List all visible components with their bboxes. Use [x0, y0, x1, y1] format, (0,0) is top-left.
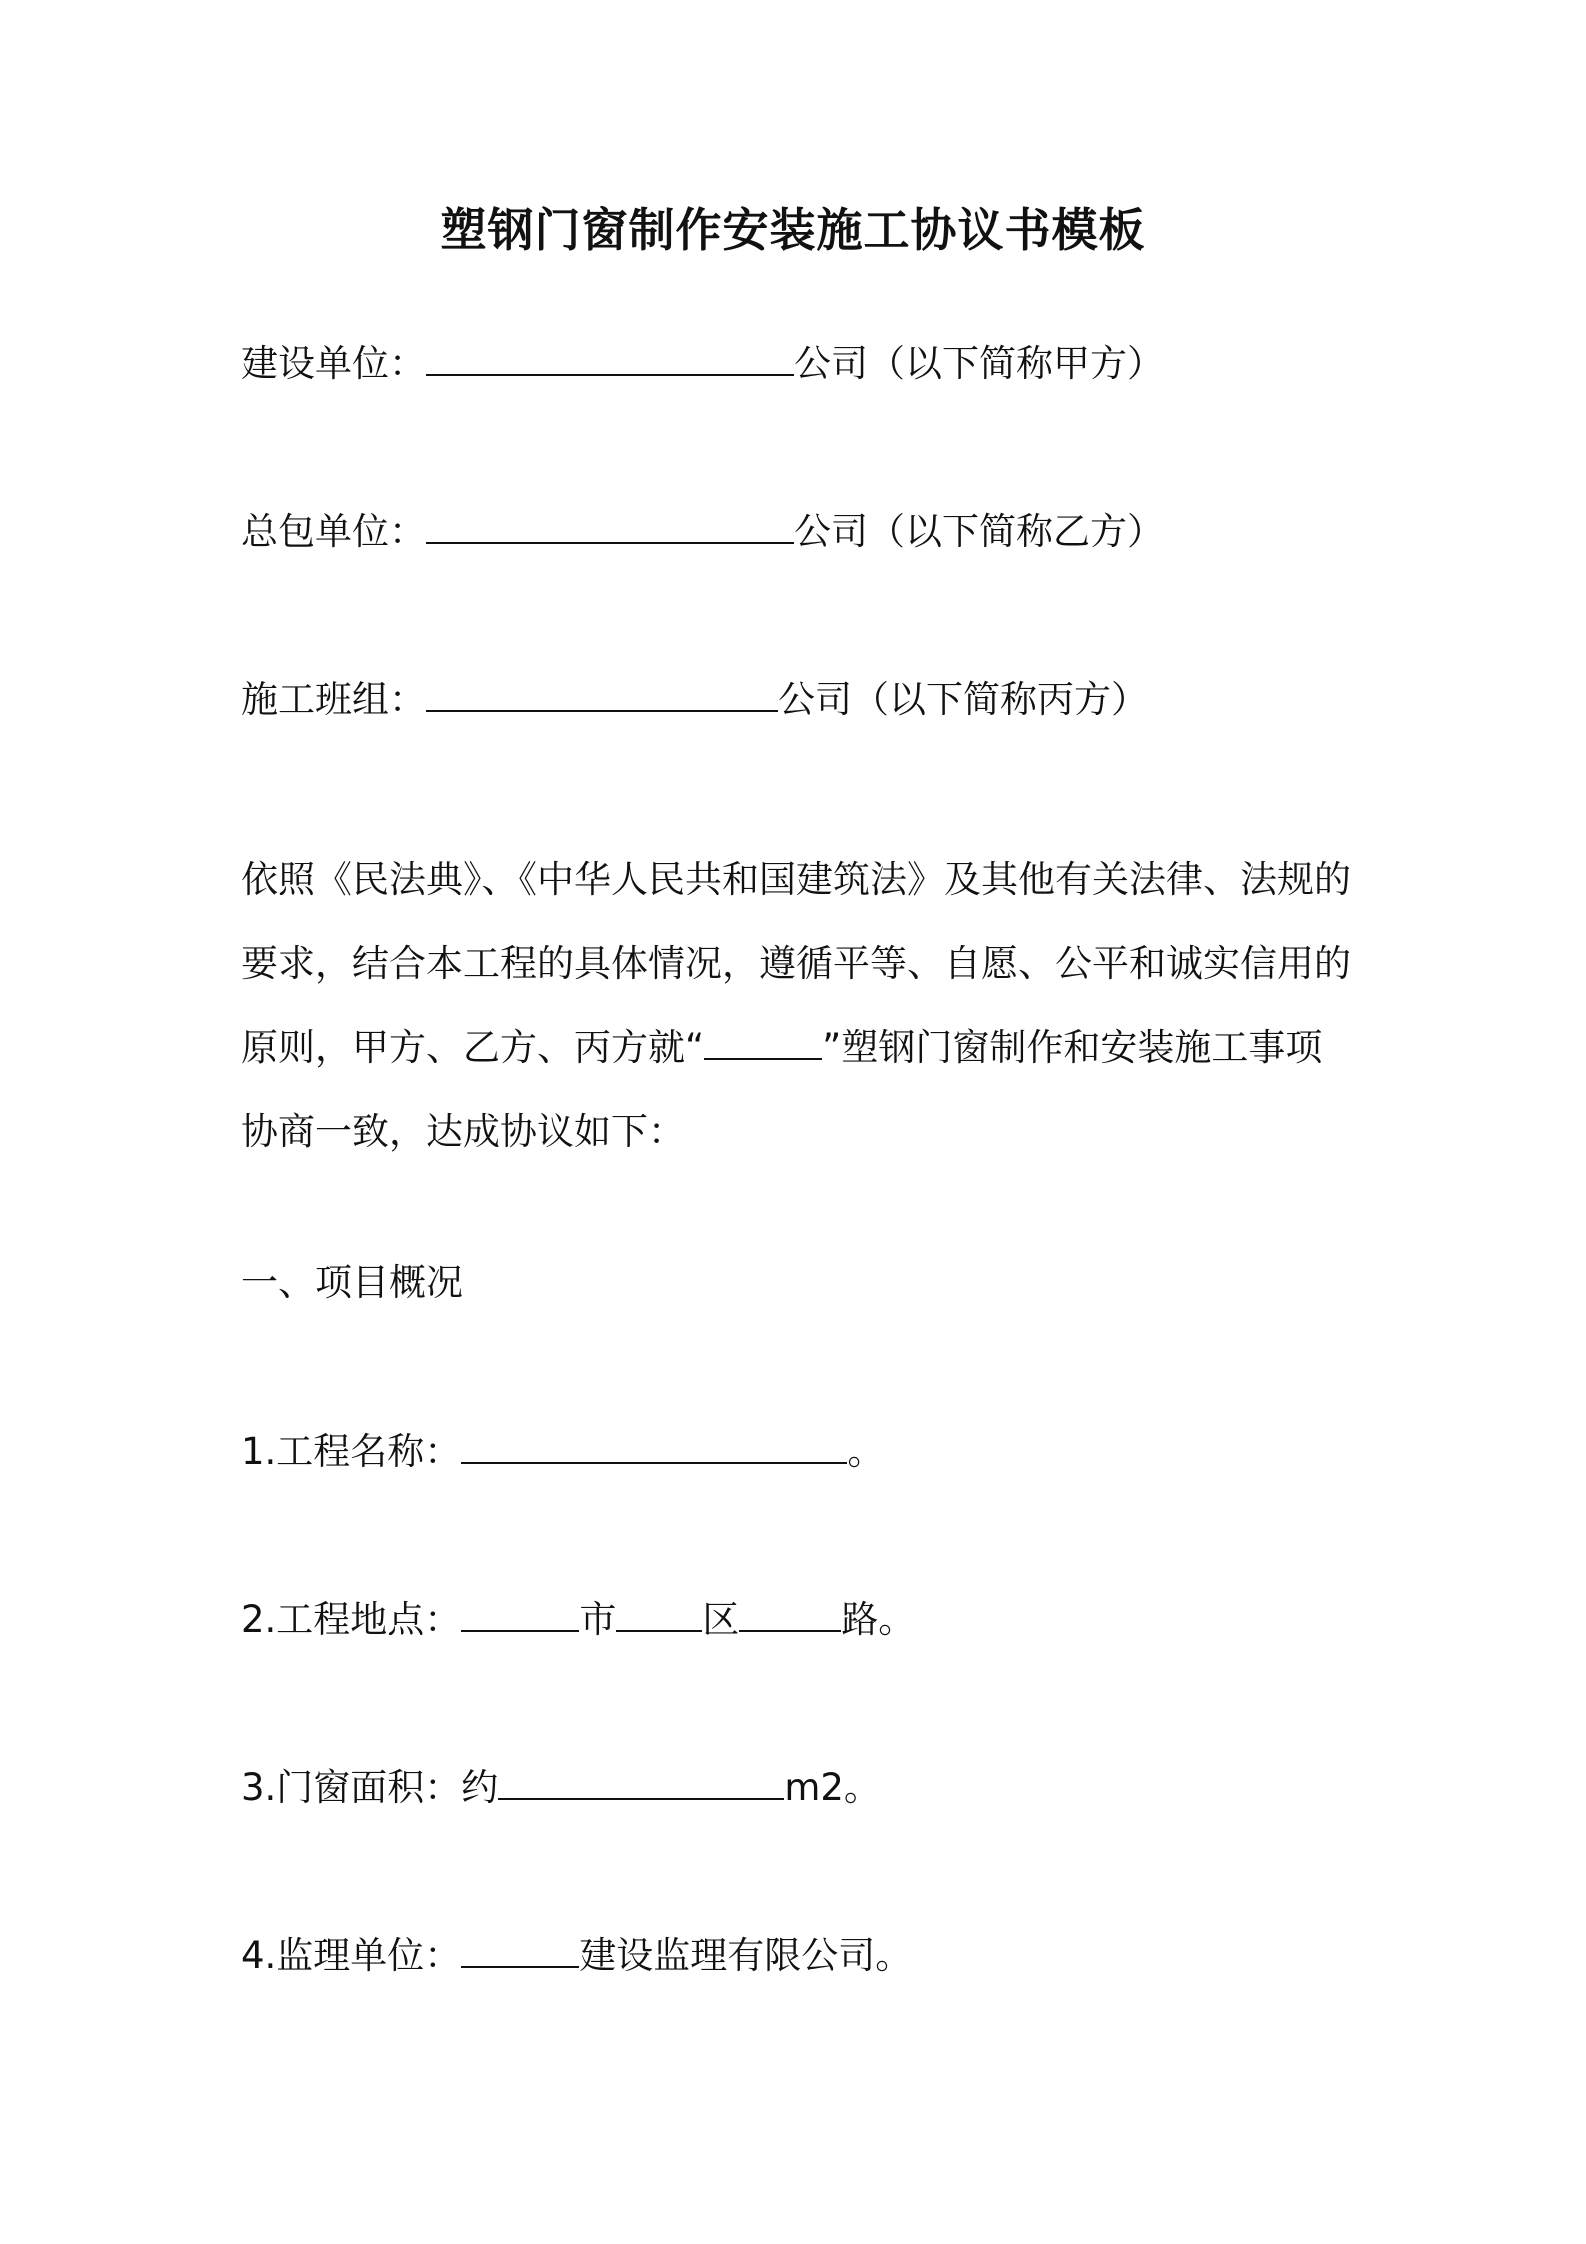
party-construction-team — [241, 674, 1148, 725]
party-label: 总包单位： — [241, 510, 426, 553]
preamble-text: 原则，甲方、乙方、丙方就“ — [241, 1026, 705, 1069]
item-window-area — [241, 1762, 881, 1813]
road-label: 路。 — [841, 1598, 916, 1641]
preamble-text: ”塑钢门窗制作和安装施工事项 — [822, 1026, 1323, 1069]
preamble-line: 要求，结合本工程的具体情况，遵循平等、自愿、公平和诚实信用的 — [241, 942, 1351, 985]
preamble-line: 协商一致，达成协议如下： — [241, 1110, 685, 1153]
section-heading: 一、项目概况 — [241, 1261, 463, 1304]
fill-blank[interactable] — [461, 1930, 579, 1968]
fill-blank[interactable] — [616, 1594, 702, 1632]
item-supervision-unit — [241, 1930, 912, 1981]
item-suffix: 建设监理有限公司。 — [579, 1934, 913, 1977]
fill-blank[interactable] — [426, 674, 778, 712]
party-label: 施工班组： — [241, 678, 426, 721]
party-general-contractor — [241, 506, 1164, 557]
fill-blank[interactable] — [461, 1426, 847, 1464]
fill-blank[interactable] — [704, 1022, 822, 1060]
preamble-paragraph — [241, 838, 1361, 1174]
party-construction-unit — [241, 338, 1164, 389]
preamble-line: 依照《民法典》、《中华人民共和国建筑法》及其他有关法律、法规的 — [241, 858, 1351, 901]
item-project-name — [241, 1426, 884, 1477]
item-label: 1.工程名称： — [241, 1430, 462, 1473]
city-label: 市 — [579, 1598, 617, 1641]
fill-blank[interactable] — [739, 1594, 841, 1632]
district-label: 区 — [702, 1598, 740, 1641]
fill-blank[interactable] — [426, 338, 794, 376]
preamble-line — [241, 1006, 1361, 1090]
item-label: 2.工程地点： — [241, 1598, 462, 1641]
item-label: 3.门窗面积：约 — [241, 1766, 499, 1809]
unit-label: m2。 — [784, 1766, 881, 1809]
fill-blank[interactable] — [461, 1594, 579, 1632]
party-label: 建设单位： — [241, 342, 426, 385]
party-suffix: 公司（以下简称乙方） — [794, 510, 1164, 553]
item-project-location — [241, 1594, 915, 1645]
item-end: 。 — [847, 1430, 885, 1473]
fill-blank[interactable] — [498, 1762, 784, 1800]
fill-blank[interactable] — [426, 506, 794, 544]
party-suffix: 公司（以下简称甲方） — [794, 342, 1164, 385]
item-label: 4.监理单位： — [241, 1934, 462, 1977]
document-title: 塑钢门窗制作安装施工协议书模板 — [440, 203, 1146, 257]
party-suffix: 公司（以下简称丙方） — [778, 678, 1148, 721]
